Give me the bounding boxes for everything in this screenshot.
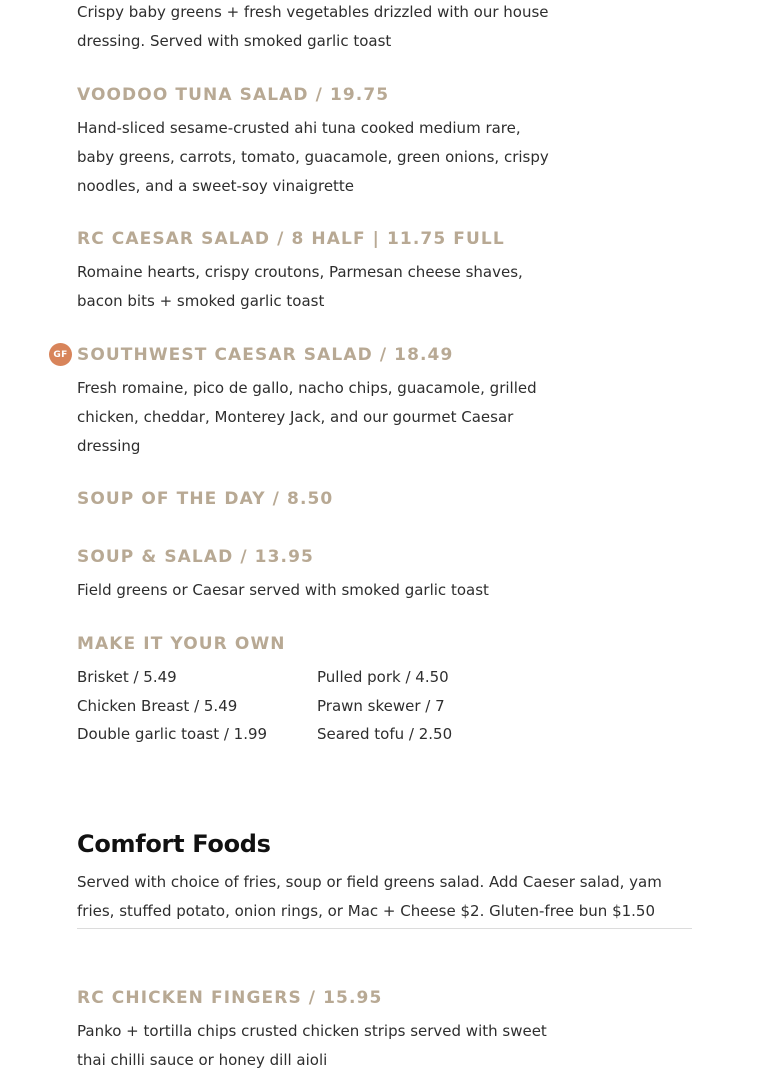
item-title: RC CHICKEN FINGERS / 15.95 bbox=[77, 988, 383, 1008]
addon-item: Pulled pork / 4.50 bbox=[317, 668, 449, 686]
addon-item: Seared tofu / 2.50 bbox=[317, 725, 453, 744]
item-title bbox=[53, 344, 555, 366]
addon-item: Double garlic toast / 1.99 bbox=[77, 725, 268, 744]
addon-list bbox=[77, 663, 557, 749]
item-title: SOUP OF THE DAY / 8.50 bbox=[77, 489, 334, 509]
section-divider bbox=[77, 928, 692, 929]
item-title: RC CAESAR SALAD / 8 HALF | 11.75 FULL bbox=[77, 229, 505, 249]
menu-item-voodoo-tuna bbox=[77, 84, 555, 200]
item-description: Crispy baby greens + fresh vegetables drizzled with our house dressing. Served with smoked garlic toast bbox=[77, 3, 549, 50]
item-title: SOUP & SALAD / 13.95 bbox=[77, 547, 314, 567]
section-description: Served with choice of fries, soup or field greens salad. Add Caeser salad, yam fries, stuffed potato, onion rings, or Mac + Cheese $2. Gluten-free bun $1.50 bbox=[77, 873, 662, 920]
section-comfort-foods bbox=[77, 830, 692, 929]
item-description: Panko + tortilla chips crusted chicken strips served with sweet thai chilli sauce or honey dill aioli bbox=[77, 1022, 547, 1069]
menu-item-soup-and-salad bbox=[77, 546, 555, 605]
addon-item: Brisket / 5.49 bbox=[77, 668, 177, 686]
addon-item: Chicken Breast / 5.49 bbox=[77, 696, 238, 715]
section-title: Comfort Foods bbox=[77, 830, 271, 858]
gluten-free-badge: GF bbox=[49, 343, 72, 366]
item-title-text: SOUTHWEST CAESAR SALAD / 18.49 bbox=[77, 345, 454, 365]
addon-item: Prawn skewer / 7 bbox=[317, 696, 445, 715]
item-description: Romaine hearts, crispy croutons, Parmesan cheese shaves, bacon bits + smoked garlic toast bbox=[77, 263, 523, 310]
item-description: Field greens or Caesar served with smoked garlic toast bbox=[77, 581, 489, 599]
item-description: Fresh romaine, pico de gallo, nacho chips, guacamole, grilled chicken, cheddar, Monterey Jack, and our gourmet Caesar dressing bbox=[77, 379, 537, 455]
menu-item-rc-caesar bbox=[77, 228, 555, 316]
menu-item-house-salad bbox=[77, 0, 555, 56]
item-title: MAKE IT YOUR OWN bbox=[77, 634, 286, 654]
item-title: VOODOO TUNA SALAD / 19.75 bbox=[77, 85, 390, 105]
menu-item-chicken-fingers bbox=[77, 987, 555, 1075]
menu-item-make-it-your-own bbox=[77, 633, 557, 749]
menu-item-southwest-caesar bbox=[53, 344, 555, 460]
item-description: Hand-sliced sesame-crusted ahi tuna cooked medium rare, baby greens, carrots, tomato, guacamole, green onions, crispy noodles, and a sweet-soy vinaigrette bbox=[77, 119, 549, 195]
menu-item-soup-of-the-day bbox=[77, 488, 333, 510]
